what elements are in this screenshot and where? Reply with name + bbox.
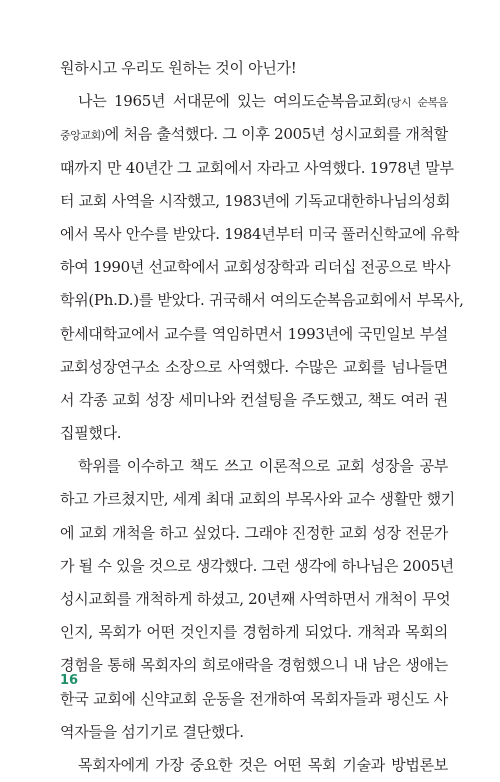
text-line <box>60 649 448 682</box>
line-text: 에 교회 개척을 하고 싶었다. 그래야 진정한 교회 성장 전문가 <box>60 523 448 542</box>
body-text <box>60 52 464 782</box>
text-line <box>60 185 451 218</box>
line-text: 성시교회를 개척하게 하셨고, 20년째 사역하면서 개척이 무엇 <box>60 590 451 608</box>
text-line <box>60 384 448 417</box>
line-text: 에서 목사 안수를 받았다. 1984년부터 미국 풀러신학교에 유학 <box>60 224 460 243</box>
page-number: 16 <box>60 673 79 688</box>
text-line <box>60 85 448 118</box>
line-text: 한세대학교에서 교수를 역임하면서 1993년에 국민일보 부설 <box>60 324 448 343</box>
line-text: 인지, 목회가 어떤 것인지를 경험하게 되었다. 개척과 목회의 <box>60 623 448 642</box>
line-annotation: 중앙교회) <box>60 129 105 143</box>
line-text: 서 각종 교회 성장 세미나와 컨설팅을 주도했고, 책도 여러 권 <box>60 390 448 409</box>
line-text: 에 처음 출석했다. 그 이후 2005년 성시교회를 개척할 <box>104 125 448 144</box>
text-line <box>60 118 448 151</box>
line-text: 학위를 이수하고 책도 쓰고 이론적으로 교회 성장을 공부 <box>78 457 448 476</box>
line-annotation: (당시 순복음 <box>386 96 448 110</box>
text-line <box>60 52 448 85</box>
text-line <box>60 318 448 351</box>
line-text: 역자들을 섬기기로 결단했다. <box>60 722 244 741</box>
line-text: 교회성장연구소 소장으로 사역했다. 수많은 교회를 넘나들면 <box>60 357 448 376</box>
line-text: 목회자에게 가장 중요한 것은 어떤 목회 기술과 방법론보 <box>78 755 448 774</box>
text-line <box>60 683 448 716</box>
text-line <box>60 716 448 749</box>
text-line <box>60 251 451 284</box>
text-line <box>60 351 448 384</box>
line-text: 경험을 통해 목회자의 희로애락을 경험했으니 내 남은 생애는 <box>60 656 448 675</box>
line-text: 나는 1965년 서대문에 있는 여의도순복음교회 <box>78 92 387 111</box>
text-line <box>60 749 448 782</box>
text-line <box>60 517 448 550</box>
line-text: 터 교회 사역을 시작했고, 1983년에 기독교대한하나님의성회 <box>60 191 451 210</box>
text-line <box>60 483 455 516</box>
line-text: 집필했다. <box>60 424 122 443</box>
line-text: 원하시고 우리도 원하는 것이 아닌가! <box>60 59 297 77</box>
line-text: 학위(Ph.D.)를 받았다. 귀국해서 여의도순복음교회에서 부목사, <box>60 291 464 310</box>
text-line <box>60 284 464 317</box>
text-line <box>60 450 448 483</box>
text-line <box>60 550 454 583</box>
line-text: 때까지 만 40년간 그 교회에서 자라고 사역했다. 1978년 말부 <box>60 158 454 177</box>
line-text: 하고 가르쳤지만, 세계 최대 교회의 부목사와 교수 생활만 했기 <box>60 490 455 509</box>
text-line <box>60 583 451 616</box>
line-text: 하여 1990년 선교학에서 교회성장학과 리더십 전공으로 박사 <box>60 258 451 277</box>
line-text: 가 될 수 있을 것으로 생각했다. 그런 생각에 하나님은 2005년 <box>60 556 454 575</box>
text-line <box>60 152 454 185</box>
line-text: 한국 교회에 신약교회 운동을 전개하여 목회자들과 평신도 사 <box>60 689 448 708</box>
text-line <box>60 616 448 649</box>
text-line <box>60 417 448 450</box>
text-line <box>60 218 460 251</box>
